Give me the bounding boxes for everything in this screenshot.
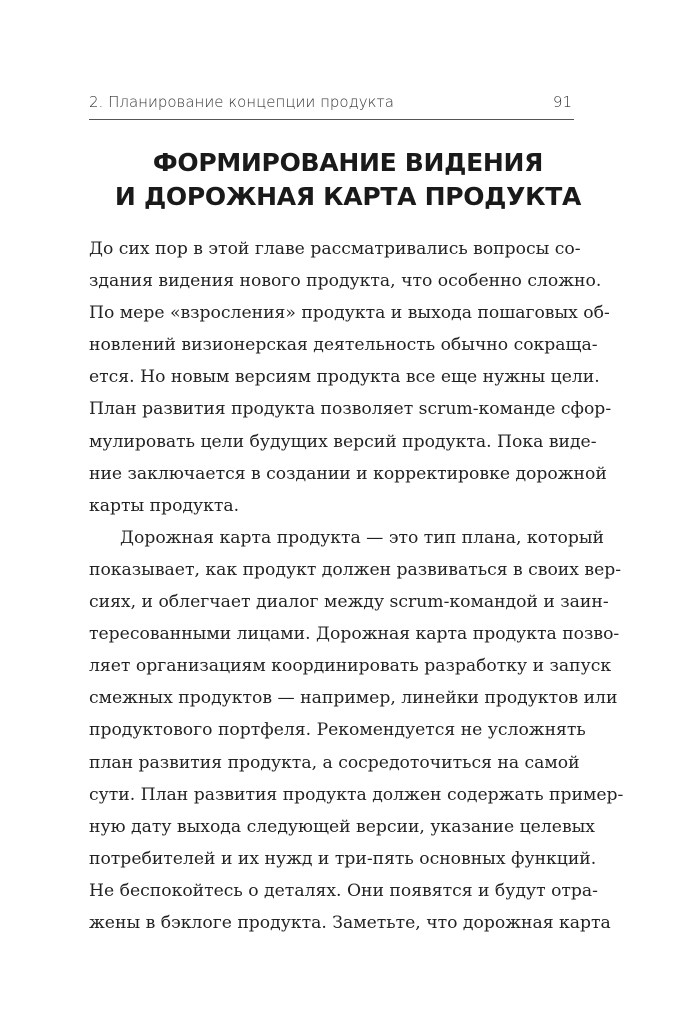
text-line: По мере «взросления» продукта и выхода пошаговых об- xyxy=(89,303,610,324)
paragraph xyxy=(89,522,624,939)
paragraph xyxy=(89,233,612,522)
text-line: план развития продукта, а сосредоточиться на самой xyxy=(89,752,580,773)
text-line: показывает, как продукт должен развиваться в своих вер- xyxy=(89,559,622,580)
text-line: сути. План развития продукта должен содержать пример- xyxy=(89,784,624,805)
text-line: здания видения нового продукта, что особенно сложно. xyxy=(89,271,602,292)
text-line: ние заключается в создании и корректировке дорожной xyxy=(89,463,607,484)
text-line: карты продукта. xyxy=(89,495,240,516)
text-line: План развития продукта позволяет scrum-команде сфор- xyxy=(89,399,612,420)
text-line: Дорожная карта продукта — это тип плана, который xyxy=(120,527,604,548)
text-line: мулировать цели будущих версий продукта. Пока виде- xyxy=(89,431,597,452)
text-line: ляет организациям координировать разработку и запуск xyxy=(89,656,612,677)
text-line: тересованными лицами. Дорожная карта продукта позво- xyxy=(89,624,620,645)
heading-line: И ДОРОЖНАЯ КАРТА ПРОДУКТА xyxy=(114,182,582,211)
section-heading xyxy=(60,146,636,214)
text-line: продуктового портфеля. Рекомендуется не усложнять xyxy=(89,720,586,741)
text-line: ную дату выхода следующей версии, указание целевых xyxy=(89,816,595,837)
text-line: смежных продуктов — например, линейки продуктов или xyxy=(89,688,618,709)
heading-line: ФОРМИРОВАНИЕ ВИДЕНИЯ xyxy=(152,148,544,177)
chapter-title: 2. Планирование концепции продукта xyxy=(89,93,394,111)
text-line: новлений визионерская деятельность обычно сокраща- xyxy=(89,335,598,356)
text-line: жены в бэклоге продукта. Заметьте, что дорожная карта xyxy=(89,912,611,933)
page-number: 91 xyxy=(552,93,572,111)
text-line: Не беспокойтесь о деталях. Они появятся и будут отра- xyxy=(89,880,598,901)
text-line: сиях, и облегчает диалог между scrum-командой и заин- xyxy=(89,592,609,613)
text-line: До сих пор в этой главе рассматривались вопросы со- xyxy=(89,239,581,259)
text-line: потребителей и их нужд и три-пять основных функций. xyxy=(89,848,597,869)
text-line: ется. Но новым версиям продукта все еще нужны цели. xyxy=(89,367,600,388)
body-text xyxy=(89,233,624,939)
running-header xyxy=(89,91,574,120)
